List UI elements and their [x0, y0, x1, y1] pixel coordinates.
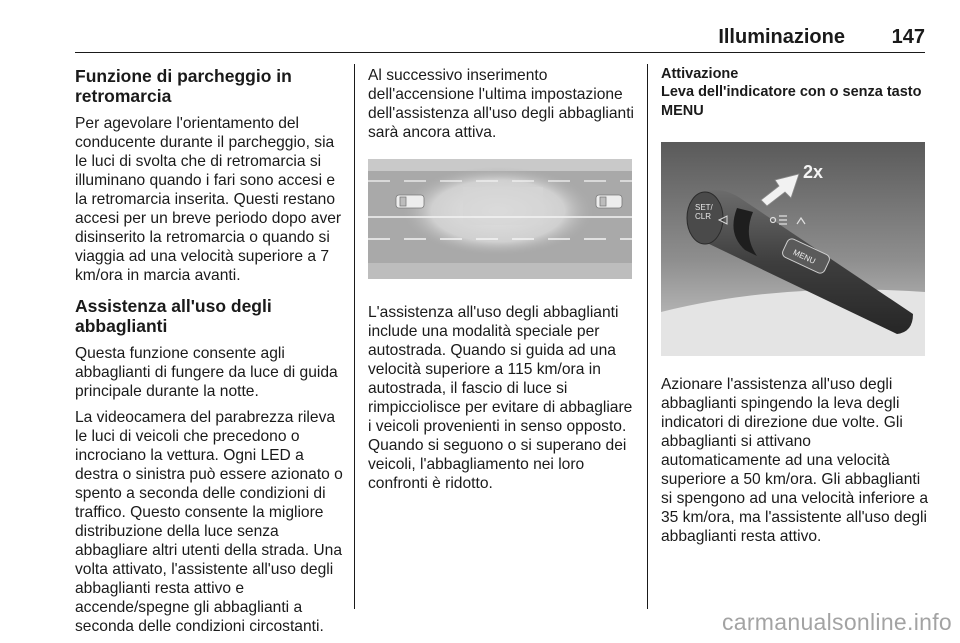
beam-cutout: [463, 187, 543, 225]
paragraph: Questa funzione consente agli abbaglianti di fungere da luce di guida principale durante la notte.: [75, 345, 338, 400]
set-clr-label: CLR: [695, 212, 712, 221]
subheading-lever: Leva dell'indicatore con o senza tasto MENU: [661, 84, 922, 119]
paragraph: L'assistenza all'uso degli abbaglianti include una modalità speciale per autostrada. Quando si guida ad una velocità superiore a 115 km/ora in autostrada, il fascio di luce si rimpicciolisce per evitare di abbagliare i veicoli provenienti in senso opposto. Quando si seguono o si superano dei veicoli, l'abbagliamento nei loro confronti è ridotto.: [368, 304, 633, 492]
heading-activation: Attivazione: [661, 66, 739, 82]
page-number: 147: [891, 26, 925, 48]
paragraph: Azionare l'assistenza all'uso degli abbaglianti spingendo la leva degli indicatori di direzione due volte. Gli abbaglianti si attivano automaticamente ad una velocità superiore a 50 km/ora. Gli abbaglianti si spengono ad una velocità inferiore a 35 km/ora, ma l'assistente all'uso degli abbaglianti resta attivo.: [661, 376, 929, 545]
column-divider: [354, 64, 355, 609]
paragraph: Per agevolare l'orientamento del conducente durante il parcheggio, sia le luci di svolta che di retromarcia si illuminano quando i fari sono accesi e la retromarcia inserita. Questi restano accesi per un breve periodo dopo aver disinserito la retromarcia o quando si viaggia ad una velocità superiore a 7 km/ora in marcia avanti.: [75, 115, 342, 284]
column-divider: [647, 64, 648, 609]
heading-high-beam-assist: Assistenza all'uso degli abbaglianti: [75, 296, 272, 336]
menu-label: MENU: [791, 247, 817, 266]
column-left: [75, 66, 343, 643]
lever-illustration: [661, 142, 925, 356]
column-right: [661, 66, 931, 553]
section-title: Illuminazione: [718, 26, 845, 48]
heading-reverse-parking: Funzione di parcheggio in retromarcia: [75, 66, 292, 106]
page-header: [75, 26, 925, 53]
paragraph: Al successivo inserimento dell'accensione l'ultima impostazione dell'assistenza all'uso degli abbaglianti sarà ancora attiva.: [368, 67, 635, 141]
paragraph: La videocamera del parabrezza rileva le luci di veicoli che precedono o incrociano la vettura. Ogni LED a destra o sinistra può essere azionato o spento a seconda delle condizioni di traffico. Questo consente la migliore distribuzione della luce senza abbagliare altri utenti della strada. Una volta attivato, l'assistente all'uso degli abbaglianti resta attivo e accende/spegne gli abbaglianti a seconda delle condizioni circostanti.: [75, 409, 343, 635]
road-illustration: [368, 159, 632, 279]
watermark: carmanualsonline.info: [721, 609, 952, 635]
road-bottom-edge: [368, 263, 632, 279]
press-count-label: 2x: [803, 162, 824, 182]
column-middle: [368, 66, 636, 500]
set-clr-label: SET/: [695, 203, 713, 212]
